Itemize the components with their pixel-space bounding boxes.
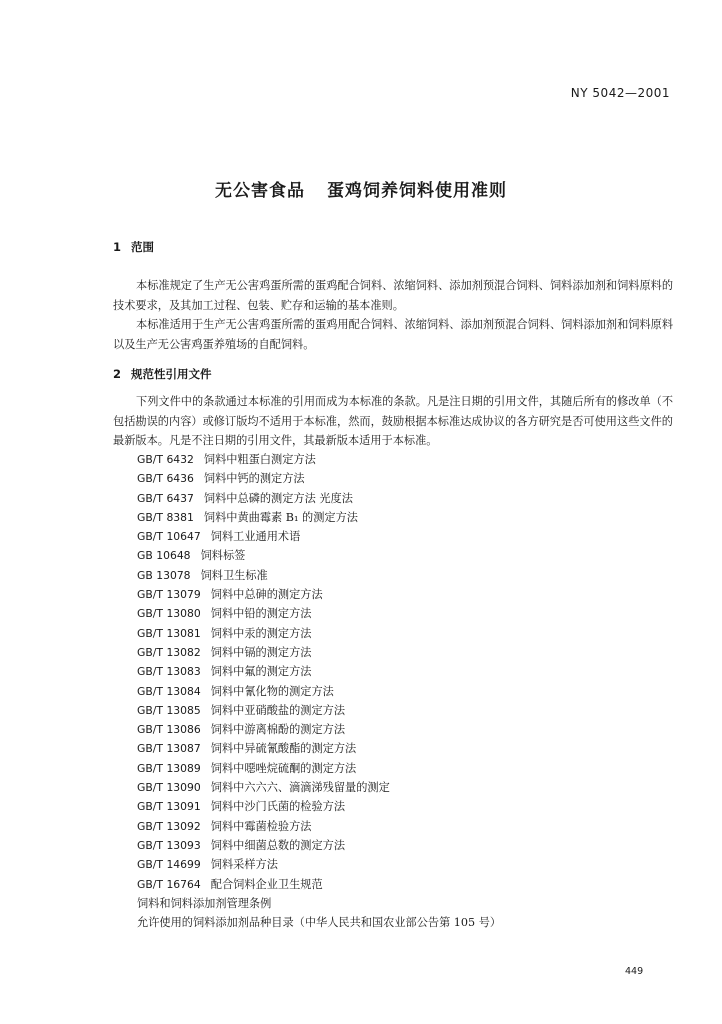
reference-item — [137, 604, 501, 623]
section-2-title: 规范性引用文件 — [131, 367, 212, 381]
reference-item — [137, 585, 501, 604]
reference-title: 饲料中粗蛋白测定方法 — [203, 453, 316, 466]
reference-code: GB/T 8381 — [137, 510, 194, 524]
reference-item — [137, 894, 501, 913]
reference-code: GB/T 13085 — [137, 703, 201, 717]
title-part-1: 无公害食品 — [215, 181, 305, 201]
reference-item — [137, 913, 501, 932]
reference-code: GB/T 13083 — [137, 665, 201, 679]
reference-code: GB/T 10647 — [137, 530, 201, 544]
reference-title: 饲料中霉菌检验方法 — [210, 819, 312, 833]
reference-code: GB/T 13093 — [137, 838, 201, 852]
reference-title: 饲料采样方法 — [210, 858, 278, 872]
reference-item — [137, 682, 501, 701]
reference-item — [137, 546, 501, 565]
reference-item — [137, 662, 501, 681]
reference-title: 饲料中沙门氏菌的检验方法 — [210, 800, 346, 814]
section-2-heading — [113, 366, 212, 382]
section-1-number: 1 — [113, 240, 122, 254]
reference-item — [137, 566, 501, 585]
reference-code: GB/T 14699 — [137, 858, 201, 872]
section-2-paragraph: 下列文件中的条款通过本标准的引用而成为本标准的条款。凡是注日期的引用文件，其随后所有的修改单（不包括勘误的内容）或修订版均不适用于本标准，然而，鼓励根据本标准达成协议的各方研究是否可使用这些文件的最新版本。凡是不注日期的引用文件，其最新版本适用于本标准。 — [113, 395, 674, 447]
reference-item — [137, 739, 501, 758]
section-1-heading — [113, 239, 154, 255]
reference-code: GB/T 13092 — [137, 819, 201, 833]
reference-title: 饲料中钙的测定方法 — [203, 472, 305, 486]
reference-title: 饲料中氟的测定方法 — [210, 665, 312, 679]
reference-code: GB/T 6436 — [137, 472, 194, 486]
reference-code: GB/T 13084 — [137, 684, 201, 698]
reference-item — [137, 855, 501, 874]
reference-item — [137, 797, 501, 816]
reference-item — [137, 450, 501, 469]
reference-item — [137, 469, 501, 488]
reference-list — [137, 450, 501, 932]
reference-code: GB/T 13081 — [137, 626, 201, 640]
section-1-title: 范围 — [131, 240, 154, 254]
document-title — [0, 176, 722, 201]
reference-title: 饲料中总砷的测定方法 — [210, 588, 323, 602]
reference-code: GB/T 13091 — [137, 800, 201, 814]
reference-item — [137, 759, 501, 778]
reference-item — [137, 817, 501, 836]
reference-title: 饲料中六六六、滴滴涕残留量的测定 — [210, 781, 390, 795]
section-2-number: 2 — [113, 367, 122, 381]
reference-title: 饲料中噁唑烷硫酮的测定方法 — [210, 761, 357, 775]
title-part-2: 蛋鸡饲养饲料使用准则 — [327, 181, 507, 201]
reference-item — [137, 489, 501, 508]
reference-code: GB 10648 — [137, 549, 191, 563]
reference-title: 饲料标签 — [200, 549, 246, 563]
section-1-paragraph-2: 本标准适用于生产无公害鸡蛋所需的蛋鸡用配合饲料、浓缩饲料、添加剂预混合饲料、饲料添加剂和饲料原料以及生产无公害鸡蛋养殖场的自配饲料。 — [113, 318, 674, 351]
reference-title: 饲料中游离棉酚的测定方法 — [210, 723, 346, 737]
reference-item — [137, 836, 501, 855]
reference-title: 饲料工业通用术语 — [210, 530, 301, 544]
reference-item — [137, 643, 501, 662]
standard-number: NY 5042—2001 — [570, 86, 670, 100]
reference-title: 饲料中铅的测定方法 — [210, 607, 312, 621]
reference-item — [137, 624, 501, 643]
reference-item — [137, 778, 501, 797]
reference-code: GB/T 6437 — [137, 491, 194, 505]
reference-code: GB/T 13087 — [137, 742, 201, 756]
reference-item — [137, 875, 501, 894]
reference-code: GB/T 13080 — [137, 607, 201, 621]
reference-title: 允许使用的饲料添加剂品种目录（中华人民共和国农业部公告第 105 号） — [137, 916, 502, 930]
page-number: 449 — [625, 966, 644, 977]
reference-code: GB/T 16764 — [137, 877, 201, 891]
reference-title: 饲料中亚硝酸盐的测定方法 — [210, 703, 346, 717]
reference-item — [137, 701, 501, 720]
reference-title: 饲料中汞的测定方法 — [210, 626, 312, 640]
reference-title: 饲料中细菌总数的测定方法 — [210, 838, 346, 852]
reference-code: GB/T 13086 — [137, 723, 201, 737]
reference-title: 饲料和饲料添加剂管理条例 — [137, 896, 272, 910]
reference-item — [137, 720, 501, 739]
reference-title: 饲料中黄曲霉素 B₁ 的测定方法 — [203, 510, 358, 524]
reference-code: GB/T 6432 — [137, 453, 194, 466]
reference-title: 饲料中镉的测定方法 — [210, 645, 312, 659]
reference-title: 饲料中总磷的测定方法 光度法 — [203, 491, 353, 505]
reference-code: GB/T 13089 — [137, 761, 201, 775]
reference-code: GB/T 13082 — [137, 645, 201, 659]
reference-title: 饲料中氰化物的测定方法 — [210, 684, 334, 698]
reference-item — [137, 527, 501, 546]
reference-code: GB/T 13090 — [137, 781, 201, 795]
reference-item — [137, 508, 501, 527]
reference-title: 饲料卫生标准 — [200, 568, 268, 582]
reference-title: 配合饲料企业卫生规范 — [210, 877, 323, 891]
reference-title: 饲料中异硫氰酸酯的测定方法 — [210, 742, 357, 756]
reference-code: GB 13078 — [137, 568, 191, 582]
reference-code: GB/T 13079 — [137, 588, 201, 602]
section-1-paragraph-1: 本标准规定了生产无公害鸡蛋所需的蛋鸡配合饲料、浓缩饲料、添加剂预混合饲料、饲料添加剂和饲料原料的技术要求，及其加工过程、包装、贮存和运输的基本准则。 — [113, 279, 674, 312]
